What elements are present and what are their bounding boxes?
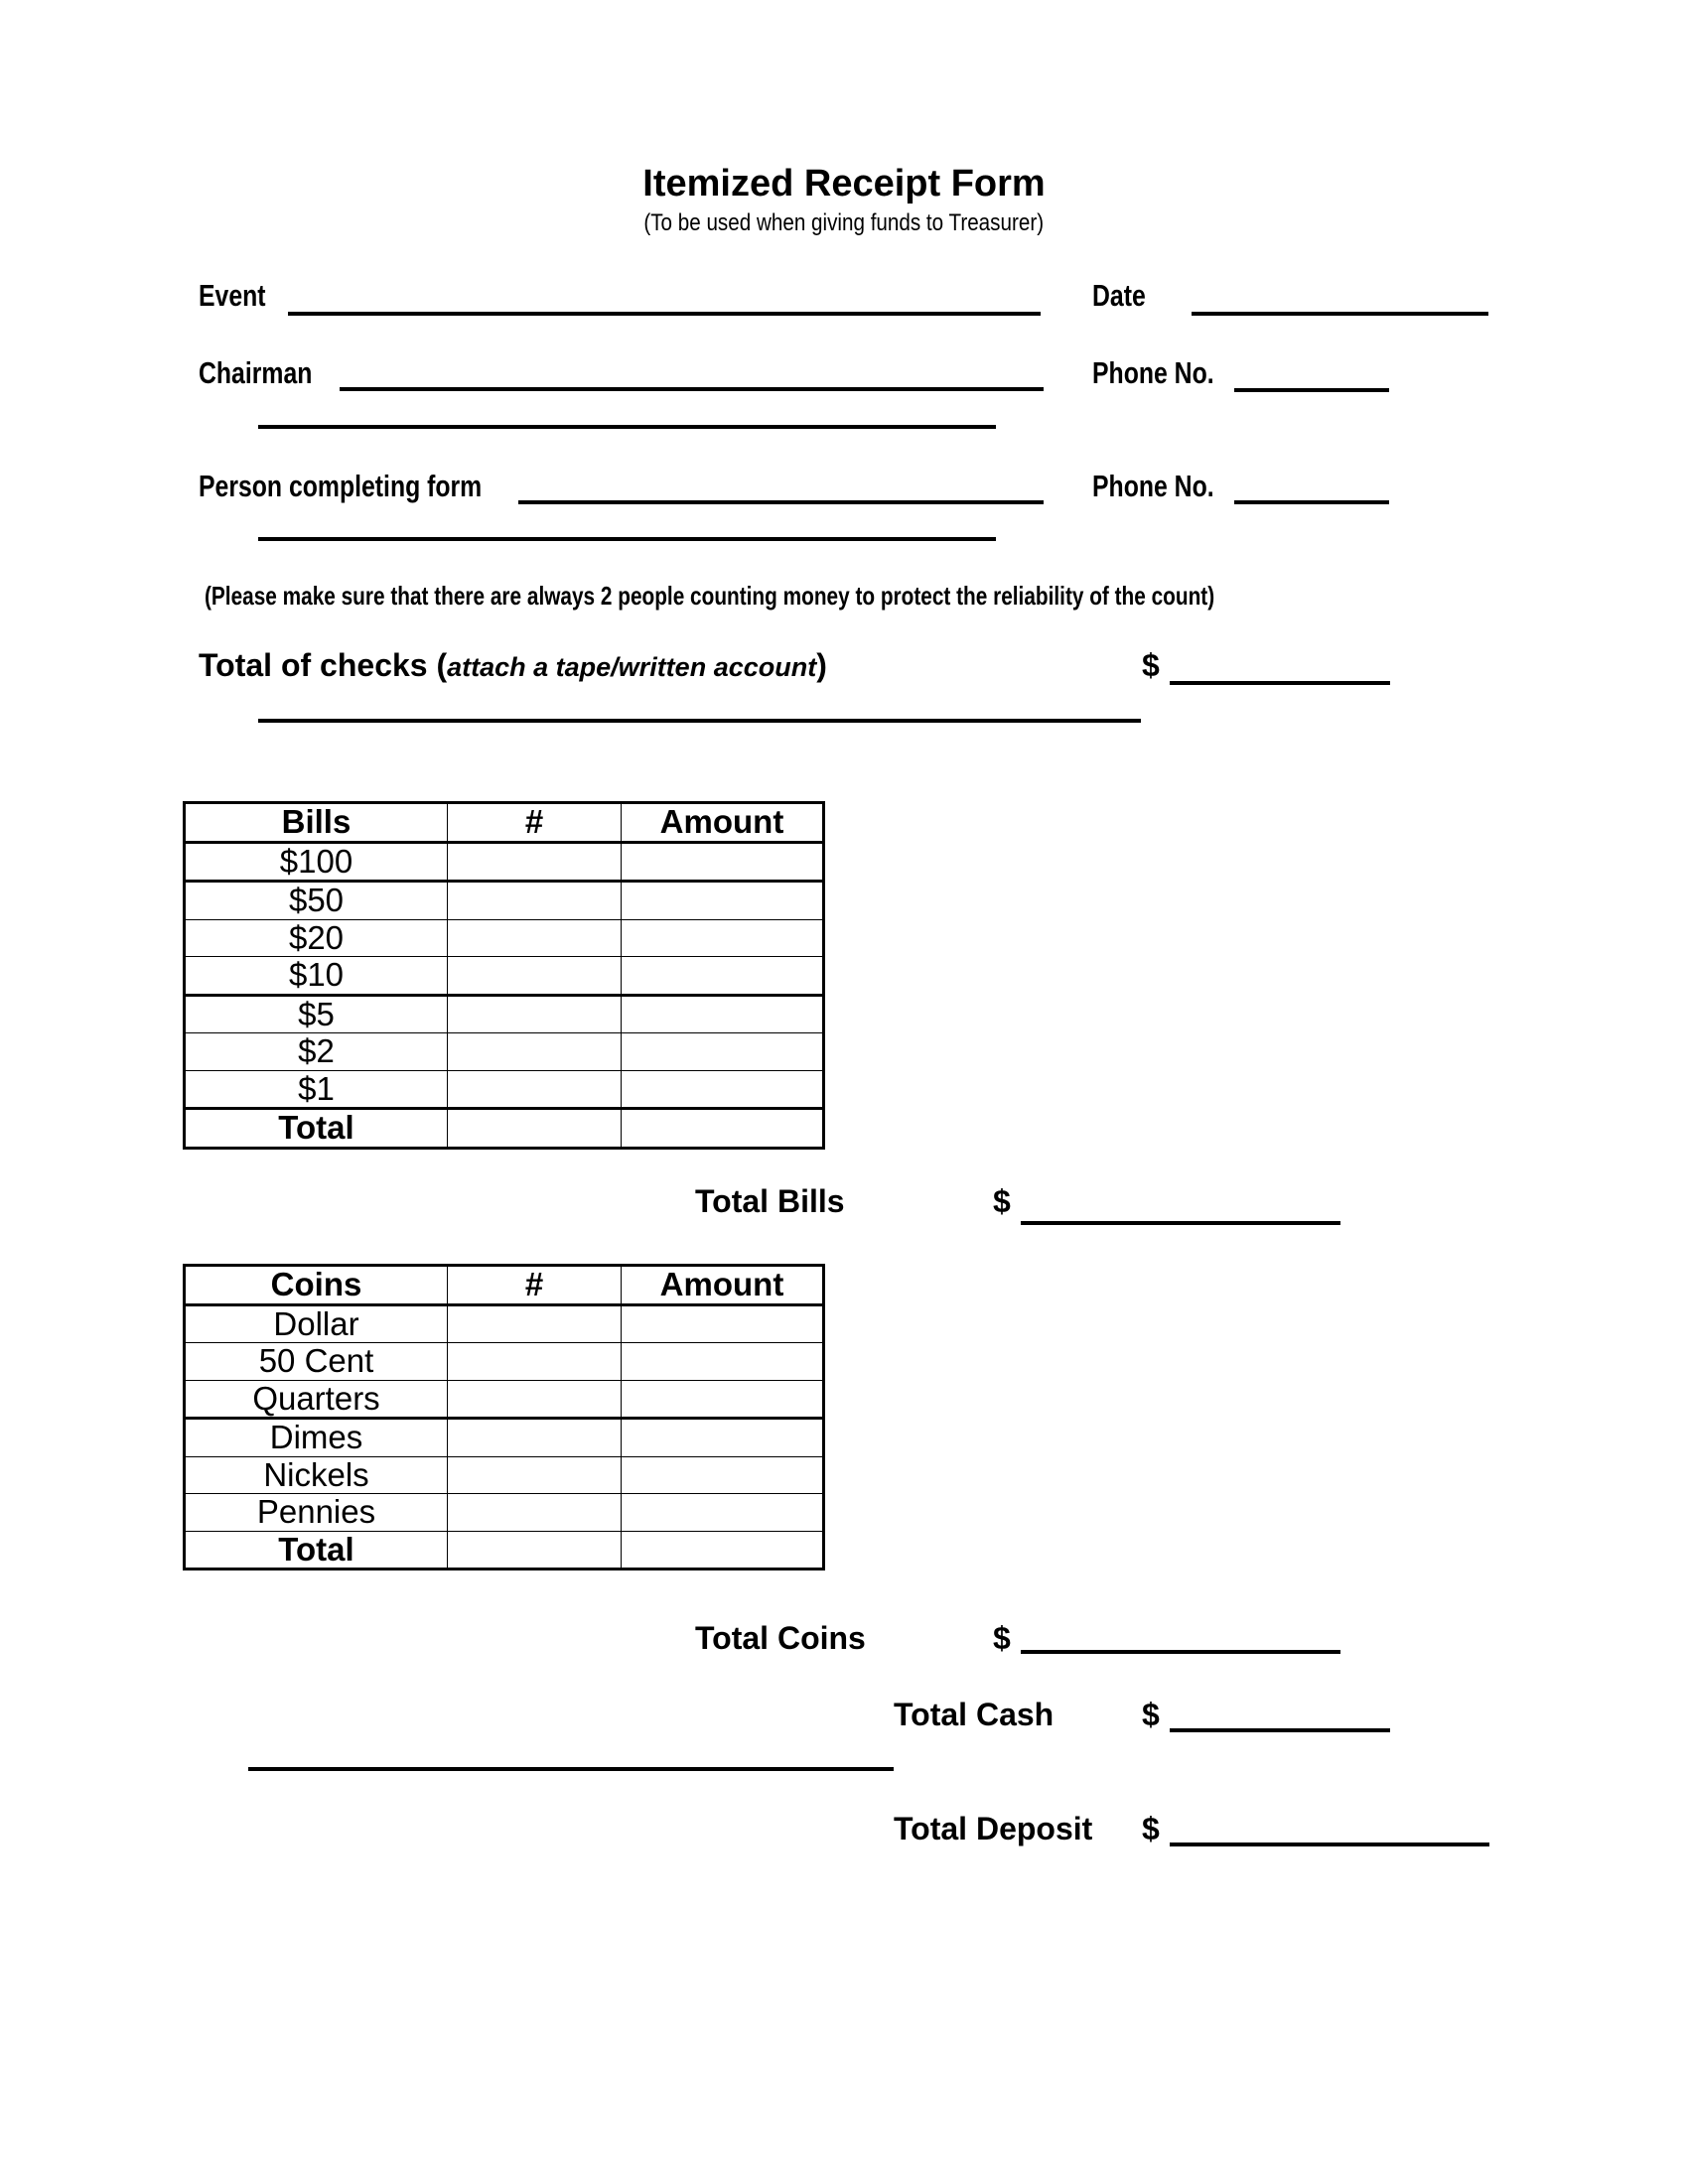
event-label: Event [199,278,266,313]
table-row [185,1033,824,1071]
bill-count-cell[interactable] [448,919,622,957]
coin-denomination: Dollar [185,1304,448,1343]
bill-count-cell[interactable] [448,882,622,920]
chairman-phone-field[interactable] [1234,388,1389,392]
checks-currency-icon: $ [1142,647,1160,683]
table-row [185,1419,824,1457]
coins-total-amount-cell[interactable] [622,1531,824,1570]
total-cash-field[interactable] [1170,1728,1390,1732]
page-title: Itemized Receipt Form [642,163,1046,205]
table-row [185,842,824,882]
coin-count-cell[interactable] [448,1304,622,1343]
total-deposit-field[interactable] [1170,1843,1489,1846]
bill-amount-cell[interactable] [622,1033,824,1071]
coin-count-cell[interactable] [448,1380,622,1419]
bill-count-cell[interactable] [448,1070,622,1109]
bills-header-amount: Amount [622,803,824,843]
chairman-label: Chairman [199,355,313,390]
bill-count-cell[interactable] [448,995,622,1033]
coins-table [183,1264,825,1570]
table-row [185,1070,824,1109]
bills-total-label: Total [185,1109,448,1149]
total-cash-label: Total Cash [894,1697,1055,1732]
total-checks-field[interactable] [1170,681,1390,685]
bill-amount-cell[interactable] [622,1070,824,1109]
counting-notice: (Please make sure that there are always 2 people counting money to protect the reliability of the count) [205,581,1215,611]
coin-denomination: Nickels [185,1456,448,1494]
total-coins-label: Total Coins [695,1620,866,1656]
table-row [185,882,824,920]
coin-amount-cell[interactable] [622,1494,824,1532]
person-completing-label: Person completing form [199,469,483,503]
date-field[interactable] [1192,312,1488,316]
table-row [185,1304,824,1343]
bills-header-denomination: Bills [185,803,448,843]
coins-header-denomination: Coins [185,1266,448,1305]
checks-note: attach a tape/written account [447,652,817,682]
coins-total-label: Total [185,1531,448,1570]
total-coins-field[interactable] [1021,1650,1340,1654]
bill-denomination: $2 [185,1033,448,1071]
chairman-extra-field[interactable] [258,425,996,429]
total-coins-currency-icon: $ [993,1620,1011,1656]
paren-close: ) [816,647,827,683]
bill-count-cell[interactable] [448,842,622,882]
bill-count-cell[interactable] [448,957,622,996]
coins-total-count-cell[interactable] [448,1531,622,1570]
total-bills-label: Total Bills [695,1183,845,1219]
coins-header-row [185,1266,824,1305]
person-completing-field[interactable] [518,500,1044,504]
bill-amount-cell[interactable] [622,919,824,957]
bill-denomination: $10 [185,957,448,996]
total-bills-field[interactable] [1021,1221,1340,1225]
coin-count-cell[interactable] [448,1456,622,1494]
total-deposit-currency-icon: $ [1142,1811,1160,1846]
person-phone-field[interactable] [1234,500,1389,504]
coin-amount-cell[interactable] [622,1343,824,1381]
bills-table [183,801,825,1150]
table-row [185,1494,824,1532]
paren-open: ( [436,647,448,683]
bill-denomination: $1 [185,1070,448,1109]
coin-denomination: Quarters [185,1380,448,1419]
coin-denomination: 50 Cent [185,1343,448,1381]
page-subtitle: (To be used when giving funds to Treasurer) [643,209,1045,236]
bills-total-count-cell[interactable] [448,1109,622,1149]
chairman-field[interactable] [340,387,1044,391]
checks-account-field[interactable] [258,719,1141,723]
coin-amount-cell[interactable] [622,1419,824,1457]
coin-denomination: Pennies [185,1494,448,1532]
total-deposit-label: Total Deposit [894,1811,1093,1846]
table-row [185,957,824,996]
bill-denomination: $5 [185,995,448,1033]
bill-denomination: $50 [185,882,448,920]
bills-total-amount-cell[interactable] [622,1109,824,1149]
bill-count-cell[interactable] [448,1033,622,1071]
bill-amount-cell[interactable] [622,957,824,996]
coins-total-row [185,1531,824,1570]
signature-field[interactable] [248,1767,894,1771]
bill-denomination: $100 [185,842,448,882]
bill-amount-cell[interactable] [622,882,824,920]
bill-denomination: $20 [185,919,448,957]
table-row [185,1380,824,1419]
bills-header-row [185,803,824,843]
table-row [185,919,824,957]
total-checks-text: Total of checks [199,647,428,683]
bills-header-count: # [448,803,622,843]
event-field[interactable] [288,312,1041,316]
total-cash-currency-icon: $ [1142,1697,1160,1732]
bill-amount-cell[interactable] [622,995,824,1033]
coin-amount-cell[interactable] [622,1456,824,1494]
table-row [185,1343,824,1381]
date-label: Date [1092,278,1146,313]
total-bills-currency-icon: $ [993,1183,1011,1219]
chairman-phone-label: Phone No. [1092,355,1214,390]
bills-total-row [185,1109,824,1149]
coin-count-cell[interactable] [448,1419,622,1457]
total-checks-label [199,647,827,685]
coins-header-amount: Amount [622,1266,824,1305]
coin-amount-cell[interactable] [622,1380,824,1419]
coin-count-cell[interactable] [448,1494,622,1532]
person-phone-label: Phone No. [1092,469,1214,503]
person-extra-field[interactable] [258,537,996,541]
coins-header-count: # [448,1266,622,1305]
bill-amount-cell[interactable] [622,842,824,882]
coin-denomination: Dimes [185,1419,448,1457]
coin-count-cell[interactable] [448,1343,622,1381]
coin-amount-cell[interactable] [622,1304,824,1343]
table-row [185,1456,824,1494]
table-row [185,995,824,1033]
